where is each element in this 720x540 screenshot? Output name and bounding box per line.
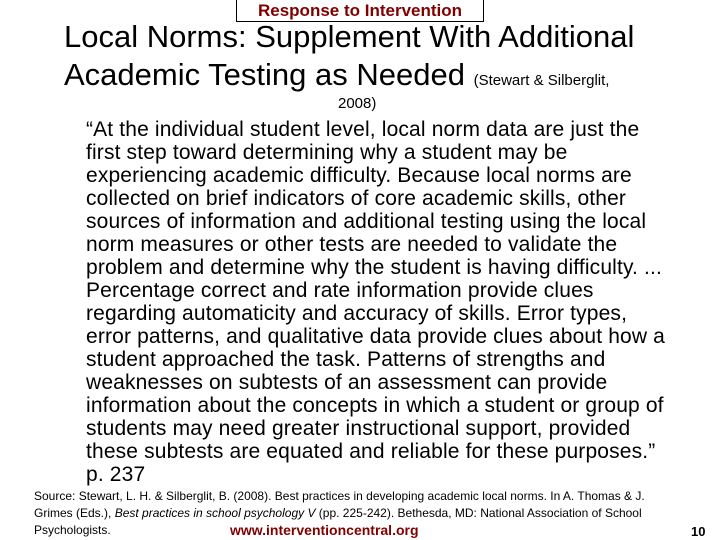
title-citation-year: 2008)	[338, 95, 377, 112]
title-line-2-text: Academic Testing as Needed	[64, 57, 465, 92]
title-line-2	[64, 56, 704, 100]
source-book-title: Best practices in school psychology V	[114, 506, 316, 520]
page-number: 10	[691, 524, 706, 539]
header-label: Response to Intervention	[257, 1, 463, 20]
footer-url-link[interactable]: www.interventioncentral.org	[230, 522, 419, 538]
source-suffix: (pp. 225-242). Bethesda, MD: National Association of School Psychologists.	[34, 506, 642, 537]
title-citation: (Stewart & Silberglit,	[473, 72, 610, 89]
title-line-1: Local Norms: Supplement With Additional	[64, 19, 635, 54]
page-title	[64, 18, 704, 100]
quote-text: “At the individual student level, local norm data are just the first step toward determining why a student may be experiencing academic difficulty. Because local norms are collected on brief indicators of core academic skills, other sources of information and additional testing using the local norm measures or other tests are needed to validate the problem and determine why the student is having difficulty. ... Percentage correct and rate information provide clues regarding automaticity and accuracy of skills. Error types, error patterns, and qualitative data provide clues about how a student approached the task. Patterns of strengths and weaknesses on subtests of an assessment can provide information about the concepts in which a student or group of students may need greater instructional support, provided these subtests are equated and reliable for these purposes.” p. 237	[86, 118, 665, 486]
source-prefix: Source: Stewart, L. H. & Silberglit, B. (2008). Best practices in developing academic local norms. In A. Thomas & J. Grimes (Eds.),	[34, 489, 645, 520]
